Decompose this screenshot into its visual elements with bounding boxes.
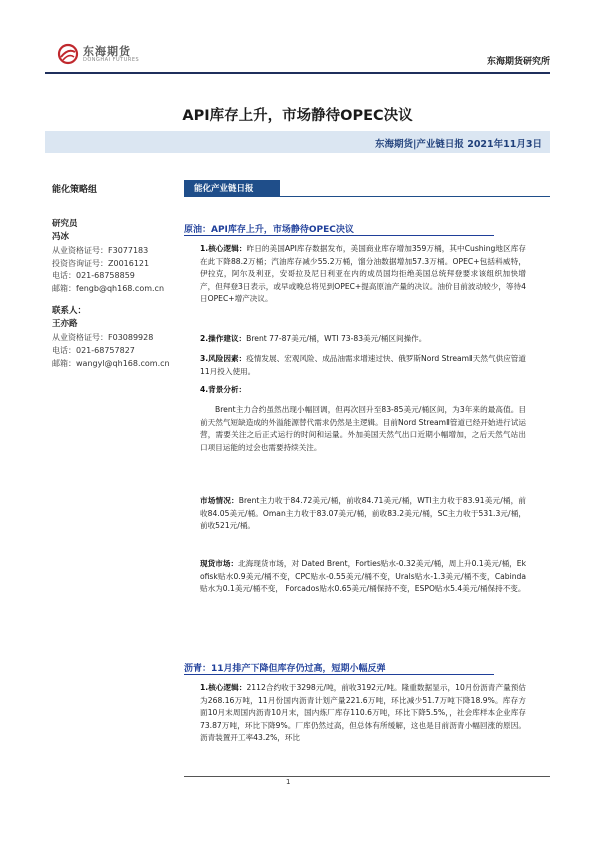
report-title: API库存上升，市场静待OPEC决议 <box>182 108 413 124</box>
section-tag: 能化产业链日报 <box>184 180 280 196</box>
crude-risk-factors <box>200 353 526 378</box>
logo-chinese-name: 东海期货 <box>83 45 131 58</box>
paragraph-text: 疫情发展、宏观风险、成品油需求增速过快、俄罗斯Nord StreamⅡ天然气供应管道11月投入使用。 <box>200 354 526 376</box>
researcher-license: 从业资格证号：F3077183 <box>52 246 149 255</box>
header-divider <box>45 72 550 74</box>
paragraph-text: Brent主力合约虽然出现小幅回调，但再次回升至83-85美元/桶区间，为3年来的最高值。目前天然气短缺造成的外溢能源替代需求仍然是主逻辑。目前Nord StreamⅡ管道已经开始进行试运营，需要关注之后正式运行的时间和运量。外加美国天然气出口近期小幅增加，之后天然气站出口项目运能的过会也需要持续关注。 <box>200 405 526 452</box>
paragraph-label: 1.核心逻辑： <box>200 683 247 692</box>
researcher-email[interactable]: 邮箱：fengb@qh168.com.cn <box>52 283 165 293</box>
paragraph-text: 昨日的美国API库存数据发布，美国商业库存增加359万桶，其中Cushing地区库存在此下降88.2万桶；汽油库存减少55.2万桶，馏分油数据增加57.3万桶。OPEC+包括科威特，伊拉克，阿尔及利亚，安哥拉及尼日利亚在内的成员国均拒绝美国总统拜登要求该组织加快增产，但拜登3日表示，或早或晚总将见到OPEC+提高原油产量的决议。油价目前波动较少，等待4日OPEC+增产决议。 <box>200 244 526 304</box>
donghai-logo-icon <box>57 42 79 66</box>
contact-license: 从业资格证号：F03089928 <box>52 333 154 343</box>
asphalt-core-logic <box>200 682 526 745</box>
crude-trade-advice <box>200 333 526 346</box>
crude-core-logic <box>200 243 526 306</box>
paragraph-text: Brent 77-87美元/桶，WTI 73-83美元/桶区间操作。 <box>246 334 427 343</box>
report-info-bar <box>45 131 550 153</box>
contact-email[interactable]: 邮箱：wangyl@qh168.com.cn <box>52 358 170 368</box>
paragraph-label: 现货市场： <box>200 559 239 568</box>
team-name: 能化策略组 <box>52 185 98 195</box>
researcher-advisory-license: 投资咨询证号：Z0016121 <box>52 258 150 268</box>
asphalt-heading[interactable]: 沥青：11月排产下降但库存仍过高，短期小幅反弹 <box>184 664 386 674</box>
crude-oil-heading-rule <box>184 235 494 236</box>
paragraph-label: 3.风险因素： <box>200 354 247 363</box>
paragraph-text: 2112合约收于3298元/吨，前收3192元/吨。隆重数据显示，10月份沥青产量预估为268.16万吨，11月份国内沥青计划产量221.6万吨，环比减少51.7万吨下降18.9%。库存方面10月末周国内沥青10月末，国内炼厂库存110.6万吨，环比下降5.5%，，社会库样本企业库存73.87万吨，环比下降9%。厂库仍然过高，但总体有所缓解，这也是目前沥青小幅回涨的原因。沥青装置开工率43.2%，环比 <box>200 683 526 743</box>
tag-underline <box>184 196 550 197</box>
paragraph-label: 1.核心逻辑： <box>200 244 247 253</box>
crude-background-heading <box>200 384 526 397</box>
contact-phone: 电话：021-68757827 <box>52 345 135 355</box>
crude-background-text <box>200 404 526 454</box>
paragraph-text: 北海现货市场，对 Dated Brent，Forties贴水-0.32美元/桶，周上升0.1美元/桶，Ekofisk贴水0.9美元/桶不变，CPC贴水-0.55美元/桶不变，Urals贴水-1.3美元/桶不变，Cabinda贴水为0.1美元/桶不变， Forcados贴水0.65美元/桶保持不变，ESPO贴水5.4美元/桶保持不变。 <box>200 559 527 594</box>
contact-heading: 联系人： <box>52 306 87 317</box>
page-number: 1 <box>286 778 291 786</box>
paragraph-text: Brent主力收于84.72美元/桶，前收84.71美元/桶，WTI主力收于83.91美元/桶，前收84.05美元/桶。Oman主力收于83.07美元/桶，前收83.2美元/桶，SC主力收于531.3元/桶，前收521元/桶。 <box>200 496 526 531</box>
logo-english-name: DONGHAI FUTURES <box>83 57 140 63</box>
paragraph-label: 4.背景分析： <box>200 385 247 394</box>
researcher-heading: 研究员 <box>52 219 78 229</box>
page-header <box>45 40 550 70</box>
paragraph-label: 市场情况： <box>200 496 239 505</box>
crude-market-conditions <box>200 495 526 533</box>
author-sidebar <box>52 182 187 370</box>
paragraph-label: 2.操作建议： <box>200 334 247 343</box>
researcher-name: 冯冰 <box>52 232 70 242</box>
researcher-phone: 电话：021-68758859 <box>52 271 135 281</box>
institute-name: 东海期货研究所 <box>486 57 550 67</box>
footer-divider <box>184 776 550 777</box>
contact-name: 王亦路 <box>52 319 78 330</box>
crude-oil-heading[interactable]: 原油：API库存上升，市场静待OPEC决议 <box>184 225 354 235</box>
report-info: 东海期货|产业链日报 2021年11月3日 <box>374 139 542 150</box>
crude-spot-market <box>200 558 526 596</box>
asphalt-heading-rule <box>184 674 494 675</box>
company-logo <box>57 40 197 70</box>
